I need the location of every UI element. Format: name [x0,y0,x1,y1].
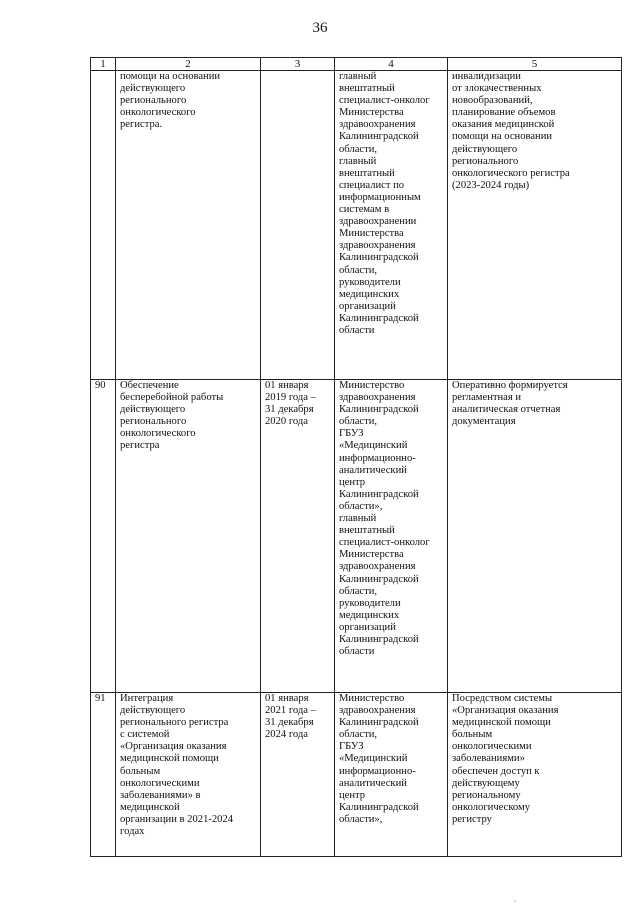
event-cell: Обеспечение бесперебойной работы действующего регионального онкологического регистра [116,380,261,693]
column-header-number: 1 [91,58,116,71]
column-header-period: 3 [261,58,335,71]
column-header-event: 2 [116,58,261,71]
table-row [91,71,622,380]
row-number-cell: 90 [91,380,116,693]
column-header-result: 5 [448,58,622,71]
table-row [91,380,622,693]
measures-table [90,57,622,857]
responsible-cell: Министерство здравоохранения Калининградской области, ГБУЗ «Медицинский информационно- аналитический центр Калининградской области», главный внештатный специалист-онколог Министерства здравоохранения Калининградской области, руководители медицинских организаций Калининградской области [335,380,448,693]
result-cell: инвалидизации от злокачественных новообразований, планирование объемов оказания медицинской помощи на основании действующего регионального онкологического регистра (2023-2024 годы) [448,71,622,380]
row-number-cell [91,71,116,380]
period-cell [261,71,335,380]
result-cell: Оперативно формируется регламентная и аналитическая отчетная документация [448,380,622,693]
row-number-cell: 91 [91,693,116,857]
responsible-cell: Министерство здравоохранения Калининградской области, ГБУЗ «Медицинский информационно- аналитический центр Калининградской области», [335,693,448,857]
event-cell: Интеграция действующего регионального регистра с системой «Организация оказания медицинской помощи больным онкологическими заболеваниями» в медицинской организации в 2021-2024 годах [116,693,261,857]
result-cell: Посредством системы «Организация оказания медицинской помощи больным онкологическими заболеваниями» обеспечен доступ к действующему региональному онкологическому регистру [448,693,622,857]
period-cell: 01 января 2021 года – 31 декабря 2024 года [261,693,335,857]
period-cell: 01 января 2019 года – 31 декабря 2020 года [261,380,335,693]
scan-mark: ˎ [514,893,517,902]
page-number: 36 [312,20,328,36]
event-cell: помощи на основании действующего регионального онкологического регистра. [116,71,261,380]
column-header-responsible: 4 [335,58,448,71]
responsible-cell: главный внештатный специалист-онколог Министерства здравоохранения Калининградской области, главный внештатный специалист по информационным системам в здравоохранении Министерства здравоохранения Калининградской области, руководители медицинских организаций Калининградской области [335,71,448,380]
table-row [91,693,622,857]
table-header-row [91,58,622,71]
